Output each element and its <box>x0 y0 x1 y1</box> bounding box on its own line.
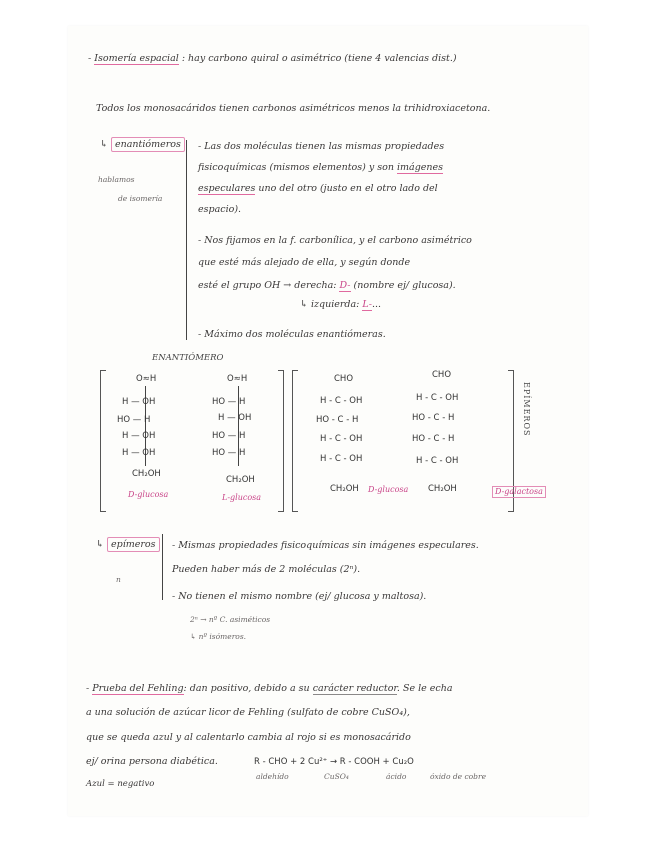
m4-row-3: HO - C - H <box>412 434 455 444</box>
m2-row-3: HO — H <box>212 431 246 441</box>
epim-l4: 2ⁿ → nº C. asiméticos <box>190 615 271 624</box>
fehling-l3: que se queda azul y al calentarlo cambia al rojo si es monosacárido <box>86 732 411 743</box>
m2-bottom: CH₂OH <box>226 475 255 485</box>
especulares-word: especulares <box>198 183 256 194</box>
m3-row-4: H - C - OH <box>320 454 363 464</box>
isomeria-label: Isomería espacial <box>94 53 179 64</box>
imagenes-word: imágenes <box>397 162 444 173</box>
epim-l5: ↳ nº isómeros. <box>190 632 247 641</box>
m4-row-2: HO - C - H <box>412 413 455 423</box>
eq-label-4: óxido de cobre <box>430 772 487 781</box>
left-bracket-2 <box>292 370 298 512</box>
l-prefix: L- <box>362 299 372 310</box>
epimeros-vertical-label: EPÍMEROS <box>522 382 531 437</box>
fehling-equation: R - CHO + 2 Cu²⁺ → R - COOH + Cu₂O <box>254 757 414 767</box>
m3-row-3: H - C - OH <box>320 434 363 444</box>
enantiomeros-brace <box>186 140 187 340</box>
m2-row-1: HO — H <box>212 397 246 407</box>
monosacaridos-line: Todos los monosacáridos tienen carbonos asimétricos menos la trihidroxiacetona. <box>96 103 491 114</box>
m2-row-2: H — OH <box>218 413 252 423</box>
m1-row-3: H — OH <box>122 431 156 441</box>
m1-row-4: H — OH <box>122 448 156 458</box>
epim-l3: - No tienen el mismo nombre (ej/ glucosa y maltosa). <box>172 591 427 602</box>
epimeros-label: epímeros <box>107 537 160 552</box>
eq-label-2: CuSO₄ <box>324 772 349 781</box>
m3-top: CHO <box>334 374 354 384</box>
epimeros-heading: ↳ epímeros <box>96 540 160 550</box>
enantiomeros-heading: ↳ enantiómeros <box>100 140 185 150</box>
m3-row-1: H - C - OH <box>320 396 363 406</box>
side-note-1: hablamos <box>98 175 135 184</box>
enantiomero-title: ENANTIÓMERO <box>152 353 224 363</box>
m1-bottom: CH₂OH <box>132 469 161 479</box>
enant-b2-l1: - Nos fijamos en la f. carbonílica, y el carbono asimétrico <box>198 235 472 246</box>
enant-b1-l1: - Las dos moléculas tienen las mismas propiedades <box>198 141 445 152</box>
fehling-l5: Azul = negativo <box>86 779 155 789</box>
m1-row-1: H — OH <box>122 397 156 407</box>
m4-row-1: H - C - OH <box>416 393 459 403</box>
m3-row-2: HO - C - H <box>316 415 359 425</box>
enant-b2-l3: esté el grupo OH → derecha: D- (nombre ej/ glucosa). <box>198 280 456 291</box>
enant-b1-l3: especulares uno del otro (justo en el otro lado del <box>198 183 438 194</box>
m2-name: L-glucosa <box>222 493 262 502</box>
d-prefix: D- <box>339 280 351 291</box>
m4-bottom: CH₂OH <box>428 484 457 494</box>
fehling-l2: a una solución de azúcar licor de Fehling (sulfato de cobre CuSO₄), <box>86 707 410 718</box>
m1-row-2: HO — H <box>117 415 151 425</box>
m4-row-4: H - C - OH <box>416 456 459 466</box>
fehling-l1: - Prueba del Fehling: dan positivo, debido a su carácter reductor. Se le echa <box>86 683 453 694</box>
enant-b1-l2: fisicoquímicas (mismos elementos) y son imágenes <box>198 162 444 173</box>
m4-name: D-galactosa <box>492 486 546 498</box>
m3-name: D-glucosa <box>368 485 409 494</box>
m2-row-4: HO — H <box>212 448 246 458</box>
eq-label-3: ácido <box>386 772 407 781</box>
isomeria-text: hay carbono quiral o asimétrico (tiene 4 valencias dist.) <box>188 53 457 64</box>
enant-b3: - Máximo dos moléculas enantiómeras. <box>198 329 386 340</box>
m2-top: O≈H <box>227 374 248 384</box>
left-bracket-1 <box>100 370 106 512</box>
side-note-2: de isomería <box>118 194 163 203</box>
epimeros-brace <box>162 534 163 600</box>
enant-b2-l4: ↳ izquierda: L-... <box>300 299 381 310</box>
epim-l1: - Mismas propiedades fisicoquímicas sin imágenes especulares. <box>172 540 479 551</box>
epimeros-side-mark: n <box>116 575 121 584</box>
epim-l2: Pueden haber más de 2 moléculas (2ⁿ). <box>172 564 361 575</box>
right-bracket-1 <box>278 370 284 512</box>
m3-bottom: CH₂OH <box>330 484 359 494</box>
caracter-reductor: carácter reductor <box>312 683 397 694</box>
fehling-l4: ej/ orina persona diabética. <box>86 756 218 767</box>
enantiomeros-label: enantiómeros <box>111 137 185 152</box>
m1-top: O≈H <box>136 374 157 384</box>
eq-label-1: aldehído <box>256 772 289 781</box>
fehling-label: Prueba del Fehling <box>92 683 184 694</box>
isomeria-line: - Isomería espacial : hay carbono quiral o asimétrico (tiene 4 valencias dist.) <box>88 53 457 64</box>
enant-b1-l4: espacio). <box>198 204 242 215</box>
m1-name: D-glucosa <box>128 490 169 499</box>
enant-b2-l2: que esté más alejado de ella, y según donde <box>198 257 411 268</box>
m4-top: CHO <box>432 370 452 380</box>
